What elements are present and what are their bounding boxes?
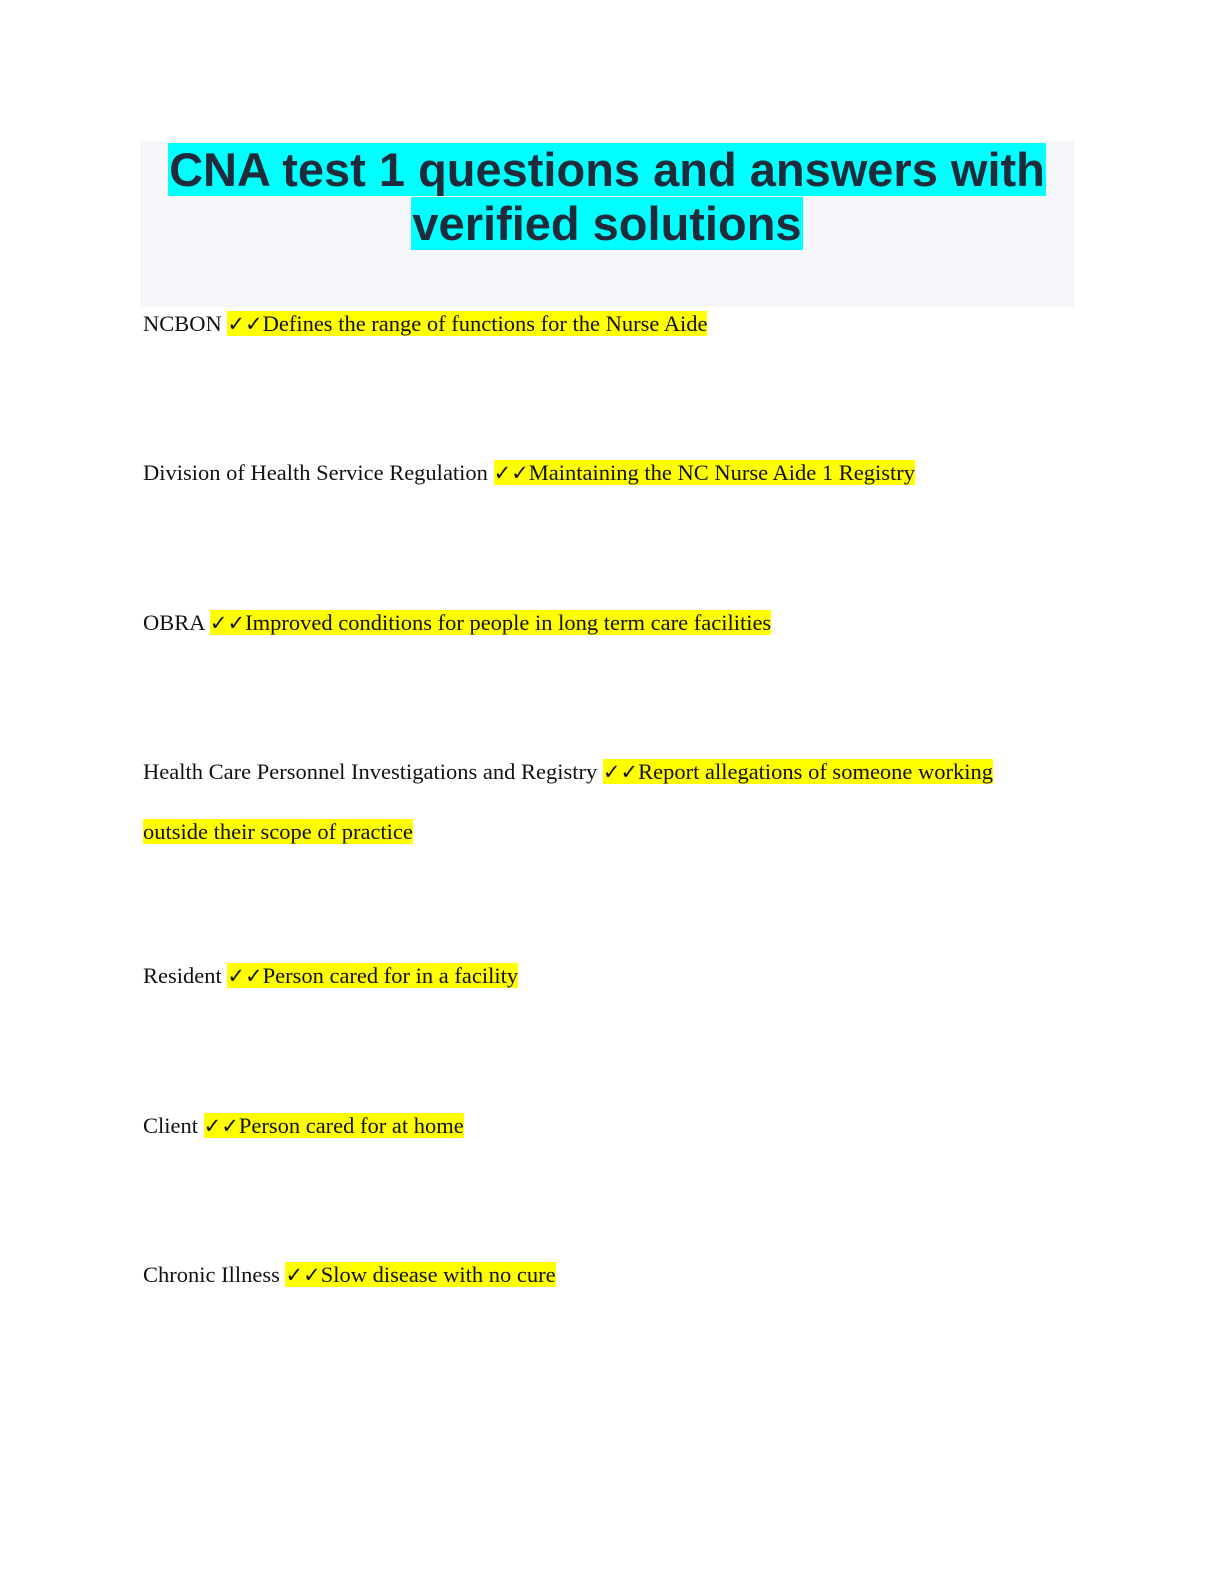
answer: Maintaining the NC Nurse Aide 1 Registry bbox=[528, 460, 915, 485]
check-icon: ✓✓ bbox=[227, 964, 263, 988]
answer: Defines the range of functions for the Nurse Aide bbox=[262, 311, 708, 336]
answer: Person cared for at home bbox=[238, 1113, 464, 1138]
qa-item-6 bbox=[143, 1096, 1063, 1156]
answer-line-1: Report allegations of someone working bbox=[638, 759, 994, 784]
title-line-2: verified solutions bbox=[412, 197, 802, 250]
check-icon: ✓✓ bbox=[285, 1263, 321, 1287]
answer-highlight bbox=[227, 963, 518, 988]
term: OBRA bbox=[143, 610, 205, 635]
answer-line-2: outside their scope of practice bbox=[143, 819, 413, 844]
check-icon: ✓✓ bbox=[209, 611, 246, 635]
qa-item-5 bbox=[143, 946, 1063, 1006]
answer-highlight bbox=[285, 1262, 555, 1287]
answer: Person cared for in a facility bbox=[262, 963, 519, 988]
qa-item-2 bbox=[143, 443, 1063, 503]
title-box bbox=[140, 141, 1074, 307]
answer-highlight bbox=[494, 460, 915, 485]
answer-highlight bbox=[603, 759, 993, 784]
qa-item-7 bbox=[143, 1245, 1063, 1305]
check-icon: ✓✓ bbox=[493, 461, 529, 485]
qa-item-3 bbox=[143, 593, 1063, 653]
document-title bbox=[140, 141, 1074, 251]
term: Resident bbox=[143, 963, 222, 988]
answer-highlight bbox=[210, 610, 771, 635]
answer: Slow disease with no cure bbox=[320, 1262, 556, 1287]
answer: Improved conditions for people in long term care facilities bbox=[245, 610, 772, 635]
answer-highlight bbox=[227, 311, 707, 336]
check-icon: ✓✓ bbox=[227, 312, 263, 336]
qa-item-4 bbox=[143, 742, 1063, 862]
term: Chronic Illness bbox=[143, 1262, 280, 1287]
qa-item-1 bbox=[143, 294, 1063, 354]
title-line-1: CNA test 1 questions and answers with bbox=[169, 143, 1045, 196]
term: Health Care Personnel Investigations and Registry bbox=[143, 759, 598, 784]
check-icon: ✓✓ bbox=[602, 760, 639, 784]
term: Client bbox=[143, 1113, 198, 1138]
answer-highlight bbox=[204, 1113, 464, 1138]
check-icon: ✓✓ bbox=[203, 1114, 239, 1138]
answer-highlight bbox=[143, 819, 413, 844]
term: NCBON bbox=[143, 311, 222, 336]
term: Division of Health Service Regulation bbox=[143, 460, 488, 485]
